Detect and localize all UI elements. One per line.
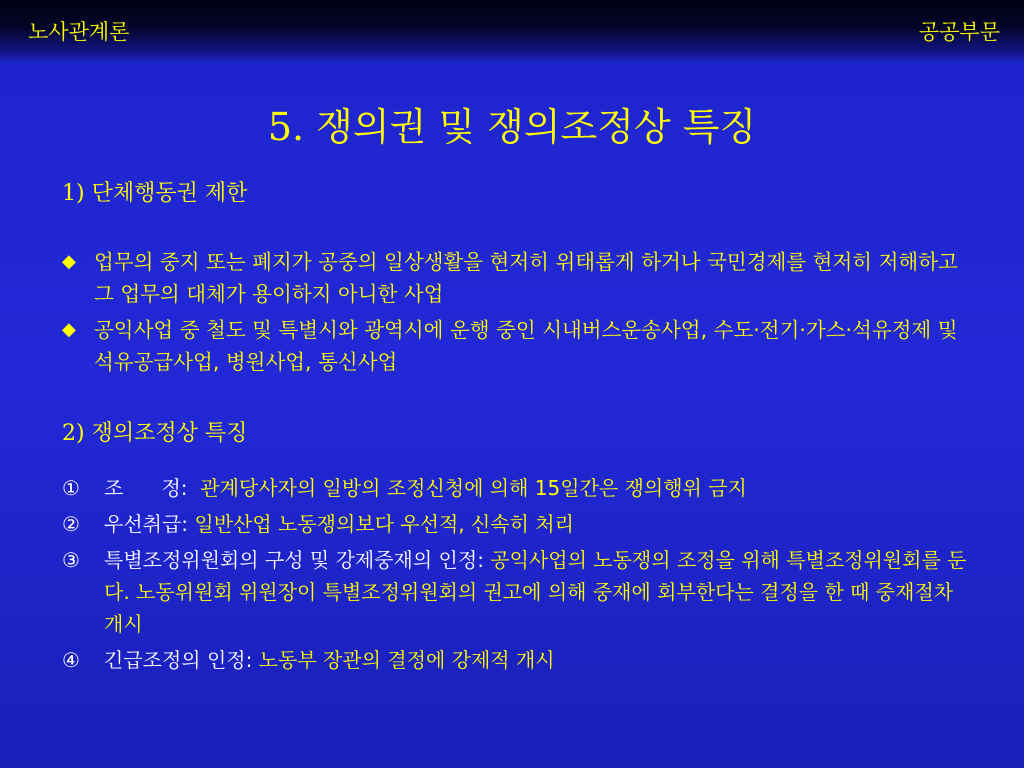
- list-item: [62, 644, 972, 676]
- list-item: [62, 508, 972, 540]
- item-number: ④: [62, 648, 80, 672]
- list-item: [62, 472, 972, 504]
- slide-title: 5. 쟁의권 및 쟁의조정상 특징: [267, 105, 757, 149]
- header-bar: [0, 0, 1024, 62]
- chapter-title: 공공부문: [918, 20, 1000, 44]
- numbered-list: [62, 472, 972, 680]
- section-heading-2: 2) 쟁의조정상 특징: [62, 421, 248, 446]
- item-label: 우선취급:: [104, 512, 195, 536]
- bullet-item: [62, 246, 962, 310]
- item-label: 긴급조정의 인정:: [104, 648, 259, 672]
- bullet-text: 공익사업 중 철도 및 특별시와 광역시에 운행 중인 시내버스운송사업, 수도·전기·가스·석유정제 및 석유공급사업, 병원사업, 통신사업: [94, 318, 958, 374]
- item-description: 공익사업의 노동쟁의 조정을 위해 특별조정위원회를 둔다. 노동위원회 위원장이 특별조정위원회의 권고에 의해 중재에 회부한다는 결정을 한 때 중재절차 개시: [104, 548, 967, 636]
- item-number: ③: [62, 548, 80, 572]
- item-number: ②: [62, 512, 80, 536]
- section-heading-1: 1) 단체행동권 제한: [62, 181, 248, 206]
- bullet-list: [62, 246, 962, 382]
- item-number: ①: [62, 476, 80, 500]
- item-description: 노동부 장관의 결정에 강제적 개시: [258, 648, 555, 672]
- item-label: 조 정:: [104, 476, 194, 500]
- diamond-bullet-icon: ◆: [62, 319, 76, 340]
- bullet-text: 업무의 중지 또는 폐지가 공중의 일상생활을 현저히 위태롭게 하거나 국민경제를 현저히 저해하고 그 업무의 대체가 용이하지 아니한 사업: [94, 250, 958, 306]
- course-title: 노사관계론: [28, 20, 130, 44]
- bullet-item: [62, 314, 962, 378]
- diamond-bullet-icon: ◆: [62, 251, 76, 272]
- list-item: [62, 544, 972, 640]
- item-description: 일반산업 노동쟁의보다 우선적, 신속히 처리: [194, 512, 574, 536]
- item-description: 관계당사자의 일방의 조정신청에 의해 15일간은 쟁의행위 금지: [200, 476, 747, 500]
- item-label: 특별조정위원회의 구성 및 강제중재의 인정:: [104, 548, 491, 572]
